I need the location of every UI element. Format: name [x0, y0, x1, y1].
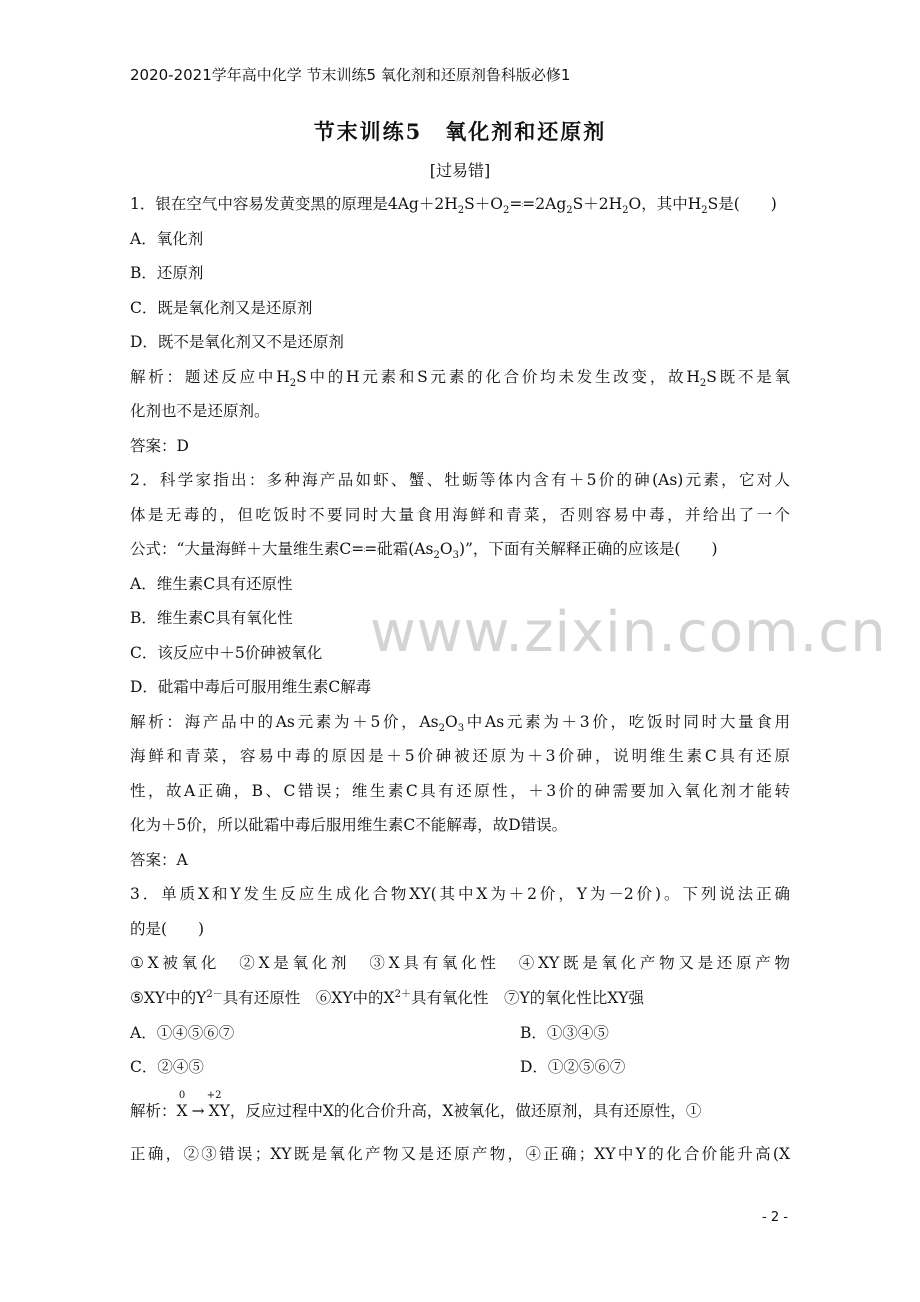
q2-option-b: B．维生素C具有氧化性 — [130, 609, 293, 627]
q3-option-b: B．①③④⑤ — [520, 1024, 609, 1042]
q3-statements-line2: ⑤XY中的$Y^{2-}$具有还原性 ⑥XY中的$X^{2+}$具有氧化性 ⑦Y的氧化性比XY强 — [130, 988, 644, 1007]
oxidation-x-product: X +2 — [206, 1090, 222, 1120]
q2-stem-line2: 体是无毒的，但吃饭时不要同时大量食用海鲜和青菜，否则容易中毒，并给出了一个 — [130, 506, 790, 524]
oxidation-x-reactant: X 0 — [176, 1090, 188, 1120]
page-number: - 2 - — [762, 1210, 788, 1225]
q1-explanation-line1: 解析：题述反应中$H_2S$中的H元素和S元素的化合价均未发生改变，故$H_2S$既不是氧 — [130, 368, 790, 390]
q2-option-c: C．该反应中＋5价砷被氧化 — [130, 644, 323, 662]
q3-stem-line2: 的是( ) — [130, 920, 205, 938]
q3-statements-line1: ①X被氧化 ②X是氧化剂 ③X具有氧化性 ④XY既是氧化产物又是还原产物 — [130, 954, 790, 972]
q3-explanation-line2: 正确，②③错误；XY既是氧化产物又是还原产物，④正确；XY中Y的化合价能升高(X — [130, 1145, 790, 1163]
q3-stem-line1: 3．单质X和Y发生反应生成化合物XY(其中X为＋2价，Y为－2价)。下列说法正确 — [130, 885, 790, 903]
q1-option-c: C．既是氧化剂又是还原剂 — [130, 299, 313, 317]
running-header: 2020-2021学年高中化学 节末训练5 氧化剂和还原剂鲁科版必修1 — [130, 66, 571, 84]
q3-option-c: C．②④⑤ — [130, 1058, 204, 1076]
q1-option-b: B．还原剂 — [130, 264, 204, 282]
q1-answer: 答案：D — [130, 437, 189, 455]
q2-answer: 答案：A — [130, 851, 188, 869]
q2-explanation-line2: 海鲜和青菜，容易中毒的原因是＋5价砷被还原为＋3价砷，说明维生素C具有还原 — [130, 747, 790, 765]
q2-explanation-line4: 化为＋5价，所以砒霜中毒后服用维生素C不能解毒，故D错误。 — [130, 816, 568, 834]
q2-explanation-line3: 性，故A正确，B、C错误；维生素C具有还原性，＋3价的砷需要加入氧化剂才能转 — [130, 782, 790, 800]
q2-explanation-line1: 解析：海产品中的As元素为＋5价，$As_2O_3$中As元素为＋3价，吃饭时同时大量食用 — [130, 713, 790, 735]
q1-explanation-line2: 化剂也不是还原剂。 — [130, 402, 270, 420]
section-subtitle: [过易错] — [429, 161, 491, 180]
q3-option-d: D．①②⑤⑥⑦ — [520, 1058, 626, 1076]
q2-stem-line1: 2．科学家指出：多种海产品如虾、蟹、牡蛎等体内含有＋5价的砷(As)元素，它对人 — [130, 471, 790, 489]
q3-explanation-line1: 解析：X 0 → X +2 Y，反应过程中X的化合价升高，X被氧化，做还原剂，具有还原性，① — [130, 1090, 702, 1120]
q3-option-a: A．①④⑤⑥⑦ — [130, 1024, 235, 1042]
watermark: www.zixin.com.cn — [370, 600, 887, 665]
page-title: 节末训练5 氧化剂和还原剂 — [313, 119, 607, 144]
q2-stem-line3: 公式：“大量海鲜＋大量维生素C==砒霜$(As_2O_3)$”，下面有关解释正确的应该是( ) — [130, 540, 718, 562]
q1-stem: 1．银在空气中容易发黄变黑的原理是$4Ag+2H_2S+O_2==2Ag_2S+2H_2O$，其中$H_2S$是( ) — [130, 195, 777, 217]
arrow-icon: → — [191, 1102, 205, 1120]
q1-option-d: D．既不是氧化剂又不是还原剂 — [130, 333, 344, 351]
q1-option-a: A．氧化剂 — [130, 230, 204, 248]
q2-option-a: A．维生素C具有还原性 — [130, 575, 293, 593]
q2-option-d: D．砒霜中毒后可服用维生素C解毒 — [130, 678, 372, 696]
